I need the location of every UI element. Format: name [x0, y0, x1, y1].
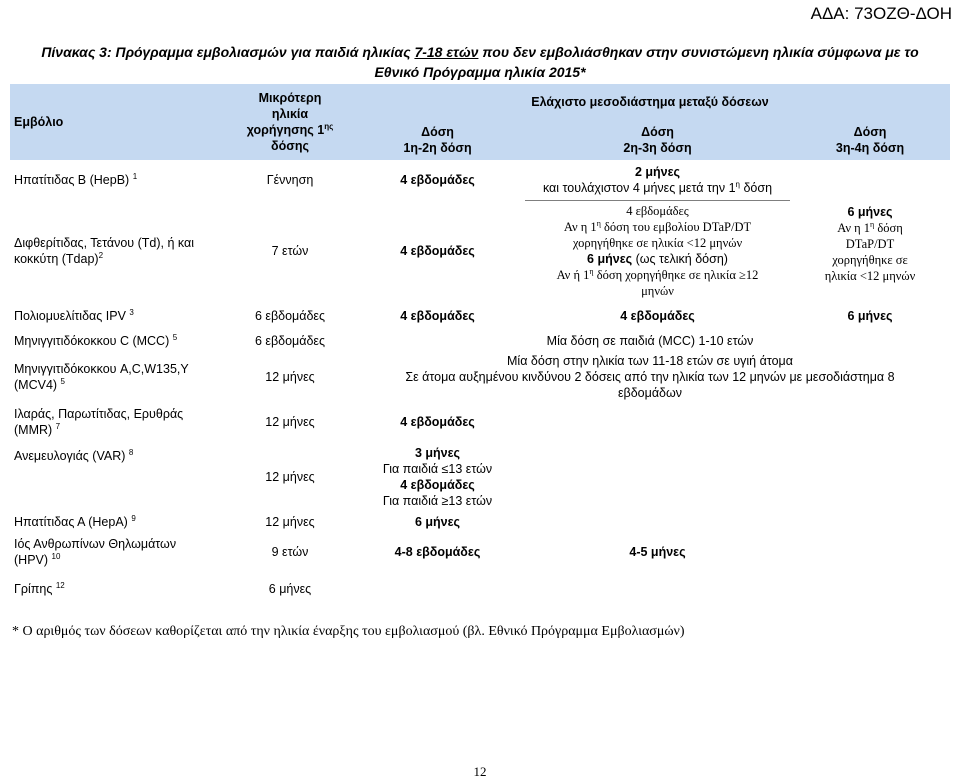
table-row: [10, 402, 950, 442]
dose-2-3: [525, 572, 790, 606]
vaccine-name: Μηνιγγιτιδόκοκκου C (MCC) $^5$: [14, 332, 178, 348]
table-row: [10, 330, 950, 352]
dose-3-4: 6 μήνες: [847, 309, 893, 323]
header-min-age: Μικρότερη ηλικία χορήγησης $1^{\eta\varsigma}$ δόσης: [246, 91, 334, 153]
min-age: 12 μήνες: [265, 370, 315, 384]
header-interval: Ελάχιστο μεσοδιάστημα μεταξύ δόσεων: [531, 95, 769, 109]
vaccine-name: Ιός Ανθρωπίνων Θηλωμάτων (HPV) $^{10}$: [14, 537, 177, 567]
dose-2-3: 4 εβδομάδες Αν η $1^\eta$ δόση του εμβολίου DTaP/DT χορηγήθηκε σε ηλικία <12 μηνών 6 μήνες (ως τελική δόση) Αν ή $1^\eta$ δόση χορηγήθηκε σε ηλικία ≥12 μηνών: [556, 204, 759, 299]
dose-3-4: [790, 512, 950, 532]
table-row: [10, 532, 950, 572]
table-row: [10, 512, 950, 532]
min-age: 12 μήνες: [265, 470, 315, 484]
dose-1-2: 4 εβδομάδες: [400, 173, 475, 187]
dose-2-3: 2 μήνες και τουλάχιστον 4 μήνες μετά την $1^\eta$ δόση: [525, 160, 790, 200]
min-age: Γέννηση: [266, 173, 314, 187]
dose-3-4: [790, 402, 950, 442]
dose-1-2: 4 εβδομάδες: [400, 244, 475, 258]
min-age: 6 εβδομάδες: [254, 334, 326, 348]
vaccine-name: Ανεμευλογιάς (VAR) $^8$: [14, 447, 134, 463]
dose-2-3: [525, 512, 790, 532]
table-title: Πίνακας 3: Πρόγραμμα εμβολιασμών για παιδιά ηλικίας 7-18 ετών που δεν εμβολιάσθηκαν στην συνιστώμενη ηλικία σύμφωνα με το Εθνικό Πρόγραμμα ηλικία 2015*: [41, 44, 919, 80]
dose-1-2: 4 εβδομάδες: [400, 309, 475, 323]
header-dose-2-3: Δόση 2η-3η δόση: [623, 125, 692, 155]
dose-2-3: 4 εβδομάδες: [620, 309, 695, 323]
dose-2-3: [525, 442, 790, 512]
vaccine-name: Γρίπης $^{12}$: [14, 580, 65, 596]
table-row: [10, 160, 950, 200]
dose-1-2: 4 εβδομάδες: [400, 415, 475, 429]
table-row: [10, 200, 950, 302]
mcc-note: Μία δόση σε παιδιά (MCC) 1-10 ετών: [546, 334, 754, 348]
dose-2-3: [525, 402, 790, 442]
dose-3-4: [790, 572, 950, 606]
header-vaccine: Εμβόλιο: [14, 115, 64, 129]
table-row: [10, 442, 950, 512]
vaccine-name: Ηπατίτιδας Β (HepB) $^1$: [14, 171, 138, 187]
dose-3-4: 6 μήνες Αν η $1^\eta$ δόση DTaP/DT χορηγήθηκε σε ηλικία <12 μηνών: [824, 205, 916, 283]
dose-1-2: [350, 572, 525, 606]
table-row: [10, 352, 950, 402]
vaccine-name: Ηπατίτιδας Α (HepA) $^9$: [14, 513, 136, 529]
vaccine-name: Μηνιγγιτιδόκοκκου A,C,W135,Y (MCV4) $^5$: [14, 362, 189, 392]
page-number: 12: [473, 764, 487, 779]
footnote: * Ο αριθμός των δόσεων καθορίζεται από την ηλικία έναρξης του εμβολιασμού (βλ. Εθνικό Πρόγραμμα Εμβολιασμών): [12, 624, 685, 639]
header-row-1: [10, 84, 950, 120]
dose-3-4: [790, 442, 950, 512]
table-row: [10, 302, 950, 330]
min-age: 6 εβδομάδες: [254, 309, 326, 323]
dose-1-2: 4-8 εβδομάδες: [394, 545, 481, 559]
mcv4-note: Μία δόση στην ηλικία των 11-18 ετών σε υγιή άτομα Σε άτομα αυξημένου κινδύνου 2 δόσεις από την ηλικία των 12 μηνών με μεσοδιάστημα 8 εβδομάδων: [405, 354, 895, 400]
dose-1-2: 3 μήνες Για παιδιά ≤13 ετών 4 εβδομάδες Για παιδιά ≥13 ετών: [382, 446, 493, 508]
header-dose-1-2: Δόση 1η-2η δόση: [403, 125, 472, 155]
min-age: 12 μήνες: [265, 415, 315, 429]
dose-3-4: [790, 532, 950, 572]
min-age: 6 μήνες: [268, 582, 312, 596]
min-age: 7 ετών: [271, 244, 309, 258]
min-age: 12 μήνες: [265, 515, 315, 529]
ada-watermark: ΑΔΑ: 73ΟΖΘ-ΔΟΗ: [810, 4, 952, 23]
vaccine-name: Διφθερίτιδας, Τετάνου (Td), ή και κοκκύτη (Tdap)$^2$: [14, 236, 195, 266]
vaccination-schedule-table: [10, 84, 950, 606]
min-age: 9 ετών: [271, 545, 309, 559]
dose-2-3: 4-5 μήνες: [629, 545, 686, 559]
dose-1-2: 6 μήνες: [414, 515, 461, 529]
dose-3-4: [790, 160, 950, 200]
vaccine-name: Ιλαράς, Παρωτίτιδας, Ερυθράς (MMR) $^7$: [14, 407, 184, 437]
header-dose-3-4: Δόση 3η-4η δόση: [835, 125, 905, 155]
table-row: [10, 572, 950, 606]
vaccine-name: Πολιομυελίτιδας IPV $^3$: [14, 307, 134, 323]
